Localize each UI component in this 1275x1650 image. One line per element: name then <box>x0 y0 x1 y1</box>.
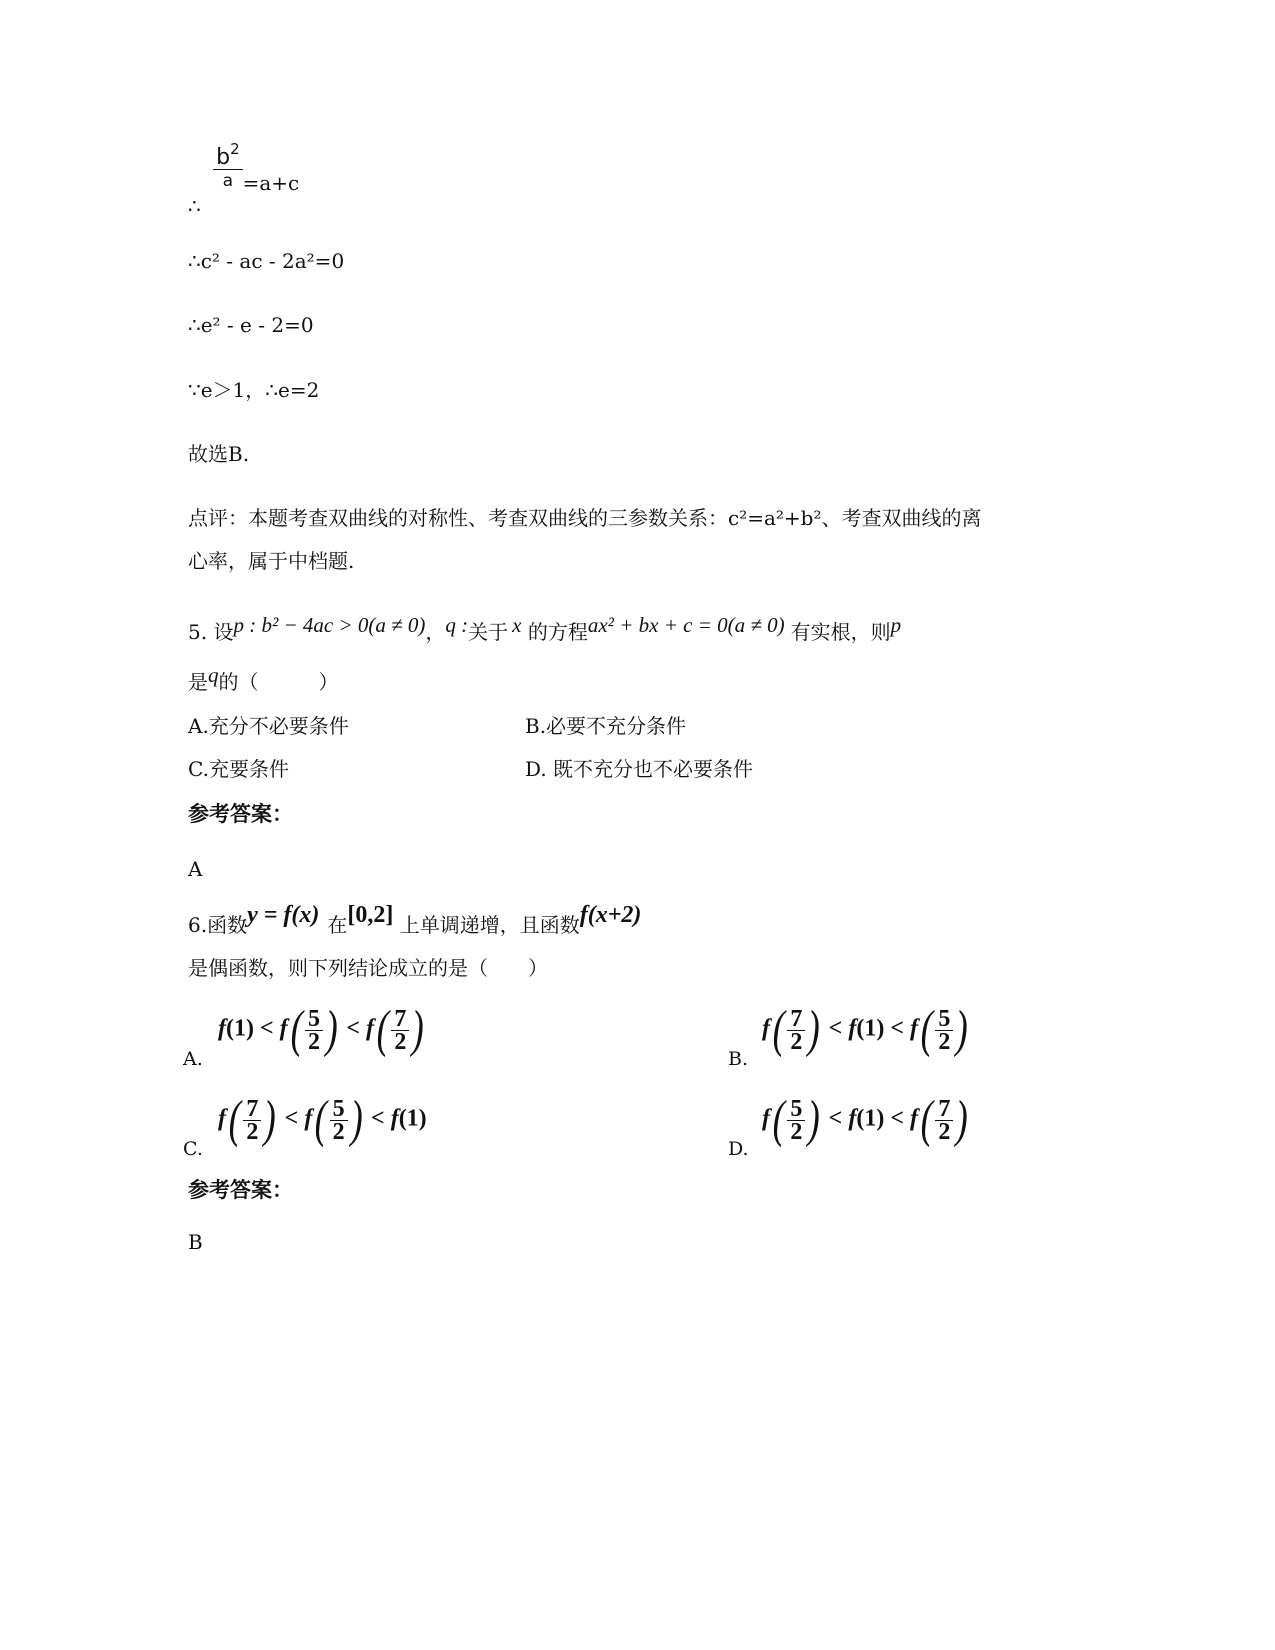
f-symbol: f <box>848 1015 857 1042</box>
fraction-paren: ( $\frac{7}{2}$ ) <box>376 1001 425 1058</box>
fraction-exponent: 2 <box>230 140 240 158</box>
less-than: < <box>828 1015 843 1042</box>
f-argument: (1) <box>398 1105 427 1132</box>
f-symbol: f <box>279 1015 288 1042</box>
q5-p-variable: p <box>890 613 902 637</box>
less-than: < <box>284 1105 299 1132</box>
q5-option-a: A.充分不必要条件 <box>188 714 349 738</box>
q6-option-c-label: C. <box>183 1138 203 1160</box>
fraction: $\frac{7}{2}$ <box>243 1099 261 1142</box>
less-than: < <box>890 1105 905 1132</box>
q5-stem-line-1 <box>188 613 902 644</box>
fraction: $\frac{7}{2}$ <box>935 1099 953 1142</box>
q5-q-variable: q <box>208 663 219 687</box>
q5-answer: A <box>188 857 203 881</box>
fraction: $\frac{7}{2}$ <box>391 1009 409 1052</box>
fraction: $\frac{5}{2}$ <box>330 1099 348 1142</box>
q5-prefix: 5. 设 <box>188 620 234 644</box>
fraction-paren: ( $\frac{7}{2}$ ) <box>920 1091 969 1148</box>
q6-answer-heading: 参考答案： <box>188 1178 293 1202</box>
q5-q-label: q : <box>445 613 469 637</box>
solution-step-3: ∴e² - e - 2=0 <box>188 313 314 337</box>
q6-option-b-expression <box>762 1000 971 1060</box>
b-squared-over-a-fraction <box>213 140 243 191</box>
q6-stem-line-2: 是偶函数，则下列结论成立的是（ ） <box>188 956 548 980</box>
less-than: < <box>828 1105 843 1132</box>
f-argument: (1) <box>856 1015 885 1042</box>
less-than: < <box>346 1015 361 1042</box>
comment-line-1: 点评：本题考查双曲线的对称性、考查双曲线的三参数关系：c²=a²+b²、考查双曲线的离 <box>188 506 982 530</box>
q5-answer-heading: 参考答案： <box>188 802 293 826</box>
fraction-paren: ( $\frac{5}{2}$ ) <box>290 1001 338 1058</box>
f-symbol: f <box>762 1015 770 1042</box>
f-symbol: f <box>762 1105 770 1132</box>
fraction: $\frac{5}{2}$ <box>935 1009 953 1052</box>
fraction-paren: ( $\frac{5}{2}$ ) <box>772 1091 821 1148</box>
q5-separator: ， <box>425 620 446 644</box>
q5-p-condition: p : b² − 4ac > 0(a ≠ 0) <box>233 613 426 637</box>
q5-line2-prefix: 是 <box>188 670 208 694</box>
q5-option-b: B.必要不充分条件 <box>525 714 687 738</box>
f-symbol: f <box>366 1015 375 1042</box>
solution-step-4: ∵e＞1，∴e=2 <box>188 378 320 402</box>
q5-option-d: D. 既不充分也不必要条件 <box>525 757 754 781</box>
q6-mid: 上单调递增，且函数 <box>393 913 580 937</box>
q6-function: y = f(x) <box>247 902 320 928</box>
fraction-paren: ( $\frac{5}{2}$ ) <box>920 1001 969 1058</box>
comment-line-2: 心率，属于中档题. <box>188 549 355 573</box>
q5-about: 关于 <box>468 620 509 644</box>
solution-conclusion: 故选B. <box>188 442 250 466</box>
fraction-paren: ( $\frac{7}{2}$ ) <box>772 1001 821 1058</box>
fraction: $\frac{5}{2}$ <box>305 1009 323 1052</box>
fraction-numerator: b <box>216 145 231 170</box>
fraction-denominator: a <box>222 171 234 191</box>
less-than: < <box>371 1105 385 1132</box>
f-symbol: f <box>218 1105 226 1132</box>
q5-option-c: C.充要条件 <box>188 757 289 781</box>
q6-shifted-function: f(x+2) <box>579 902 642 928</box>
f-symbol: f <box>848 1105 857 1132</box>
q5-tail: 有实根，则 <box>790 620 891 644</box>
q6-stem-line-1 <box>188 902 642 937</box>
therefore-symbol: ∴ <box>188 194 201 218</box>
q6-option-a-label: A. <box>183 1048 203 1070</box>
f-symbol: f <box>910 1015 919 1042</box>
q6-interval: [0,2] <box>347 902 394 928</box>
q6-option-a-expression <box>218 1000 427 1060</box>
fraction-paren: ( $\frac{5}{2}$ ) <box>314 1091 363 1148</box>
q6-answer: B <box>188 1230 203 1254</box>
less-than: < <box>890 1015 905 1042</box>
q6-prefix: 6.函数 <box>188 913 248 937</box>
q5-x-variable: x <box>512 613 522 637</box>
less-than: < <box>259 1015 274 1042</box>
solution-step-2: ∴c² - ac - 2a²=0 <box>188 249 345 273</box>
q5-stem-line-2 <box>188 663 339 694</box>
q6-option-c-expression <box>218 1090 427 1150</box>
fraction: $\frac{7}{2}$ <box>787 1009 805 1052</box>
fraction: $\frac{5}{2}$ <box>787 1099 805 1142</box>
solution-step-1 <box>188 140 300 218</box>
f-symbol: f <box>390 1105 399 1132</box>
q5-equation: ax² + bx + c = 0(a ≠ 0) <box>587 613 785 637</box>
f-symbol: f <box>304 1105 313 1132</box>
q6-in: 在 <box>327 913 348 937</box>
step1-rhs: =a+c <box>242 171 300 195</box>
f-symbol: f <box>910 1105 919 1132</box>
f-symbol: f <box>218 1015 226 1042</box>
q6-option-d-expression <box>762 1090 971 1150</box>
fraction-paren: ( $\frac{7}{2}$ ) <box>228 1091 277 1148</box>
q5-equation-label: 的方程 <box>521 620 588 644</box>
f-argument: (1) <box>856 1105 885 1132</box>
q6-option-b-label: B. <box>728 1048 749 1070</box>
q6-option-d-label: D. <box>728 1138 749 1160</box>
f-argument: (1) <box>226 1015 254 1042</box>
q5-line2-tail: 的（ ） <box>218 670 339 694</box>
